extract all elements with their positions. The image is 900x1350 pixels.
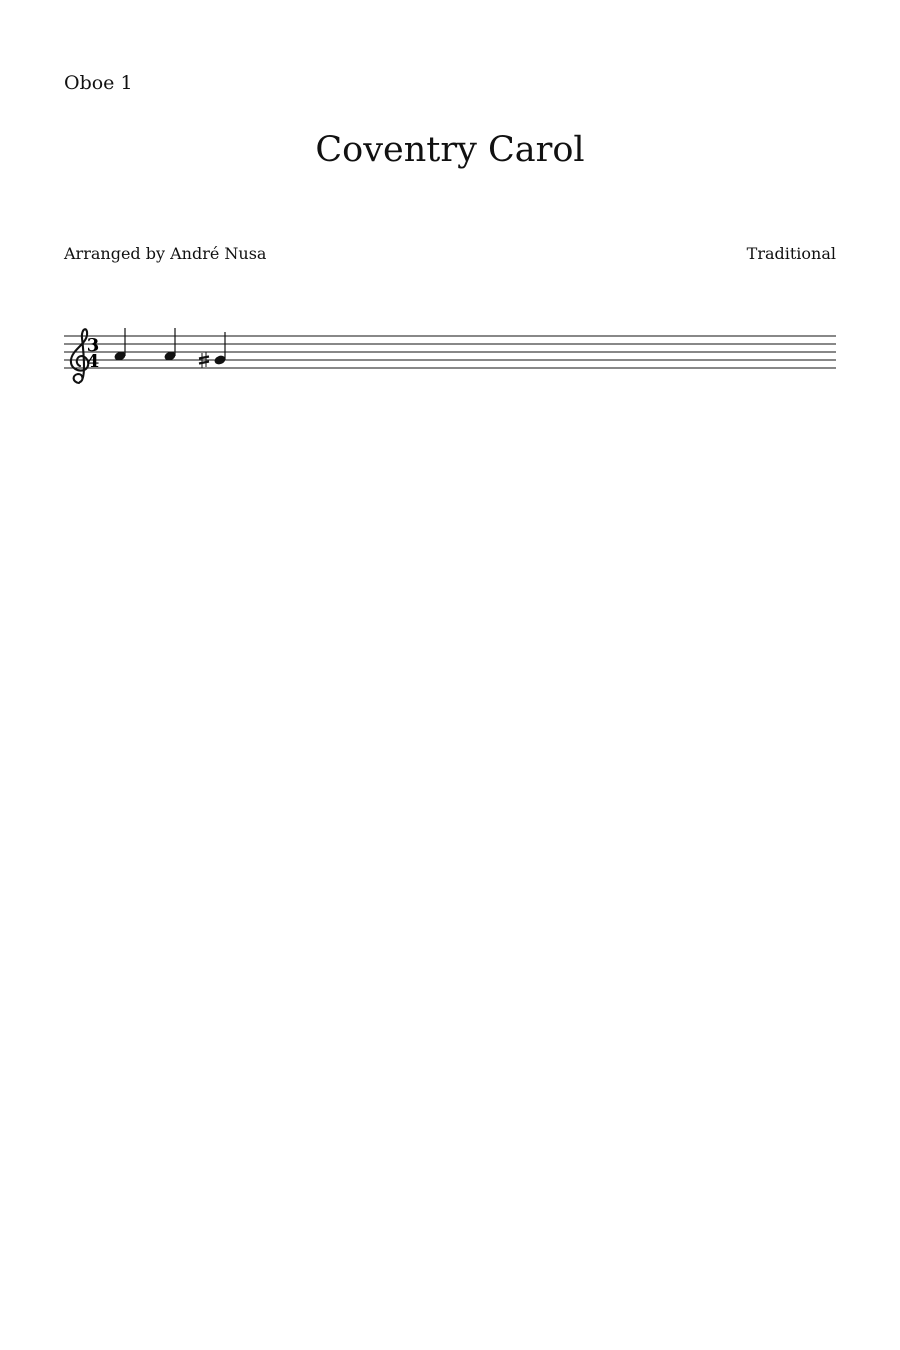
- piece-title: Coventry Carol: [315, 130, 585, 170]
- note-gsharp4: [199, 332, 227, 368]
- note-a4: [113, 328, 126, 362]
- time-signature-denominator: 4: [86, 351, 100, 372]
- note-a4: [163, 328, 176, 362]
- arranger-credit: Arranged by André Nusa: [64, 244, 267, 263]
- composer-credit: Traditional: [746, 244, 836, 263]
- time-signature-numerator: 3: [86, 335, 100, 356]
- treble-clef-icon: [71, 329, 88, 383]
- instrument-name: Oboe 1: [64, 72, 133, 94]
